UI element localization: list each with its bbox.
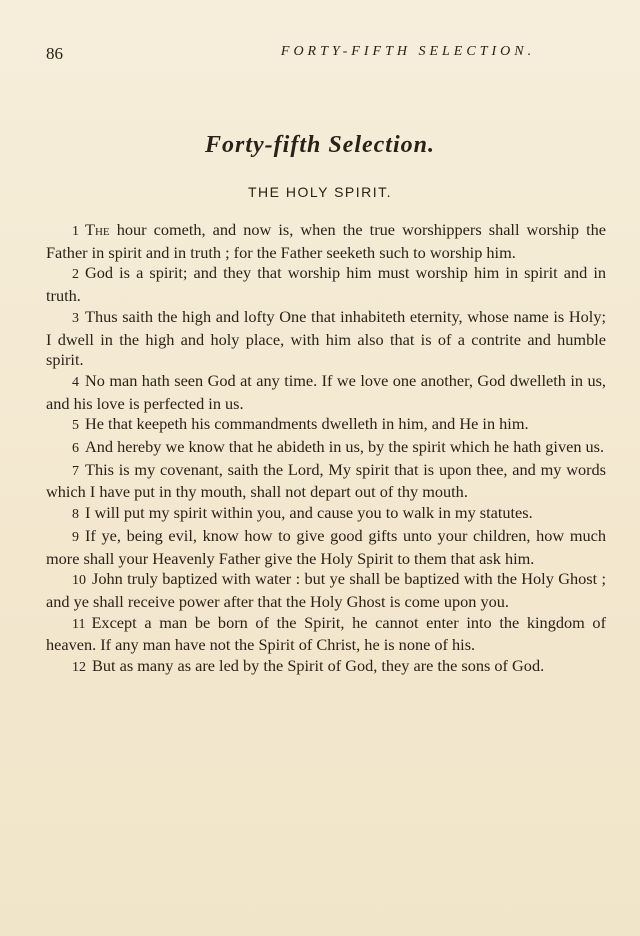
verse-number: 11 [72,616,86,632]
page-number: 86 [46,44,63,63]
verse-number: 2 [72,267,79,283]
verse-number: 4 [72,374,79,390]
verse-4 [46,371,606,414]
verse-number: 7 [72,463,79,479]
verse-text: Thus saith the high and lofty One that inhabiteth eternity, whose name is Holy; I dwell in the high and holy place, with him also that is of a contrite and humble spirit. [46,306,606,370]
verse-number: 3 [72,310,79,326]
verse-8 [46,503,606,526]
verse-text: This is my covenant, saith the Lord, My spirit that is upon thee, and my words which I have put in thy mouth, shall not depart out of thy mouth. [46,459,606,502]
verse-text: And hereby we know that he abideth in us, by the spirit which he hath given us. [85,437,605,457]
running-title: FORTY-FIFTH SELECTION. [280,44,536,59]
section-subtitle: THE HOLY SPIRIT. [247,184,393,200]
verse-text: John truly baptized with water : but ye shall be baptized with the Holy Ghost ; and ye shall receive power after that the Holy Ghost is come upon you. [46,569,606,611]
verse-2 [46,263,606,306]
verse-1 [46,220,606,263]
verse-number: 9 [72,529,79,545]
verse-text: No man hath seen God at any time. If we love one another, God dwelleth in us, and his love is perfected in us. [46,370,606,413]
verse-7 [46,460,606,503]
verse-12 [46,656,606,679]
verse-text: I will put my spirit within you, and cause you to walk in my statutes. [85,503,533,523]
verse-lead-word: The [85,220,110,239]
verse-9 [46,526,606,569]
verse-text: God is a spirit; and they that worship him must worship him in spirit and in truth. [46,263,606,306]
running-head [46,44,610,66]
verse-number: 8 [72,507,79,523]
verse-10 [46,569,606,612]
verse-number: 12 [72,660,86,676]
verse-11 [46,613,606,656]
verse-list [46,220,606,679]
verse-5 [46,414,606,437]
verse-text: Except a man be born of the Spirit, he cannot enter into the kingdom of heaven. If any man have not the Spirit of Christ, he is none of his. [46,612,606,655]
verse-text: If ye, being evil, know how to give good gifts unto your children, how much more shall your Heavenly Father give the Holy Spirit to them that ask him. [46,525,606,568]
verse-number: 6 [72,441,79,457]
verse-text: hour cometh, and now is, when the true worshippers shall worship the Father in spirit and in truth ; for the Father seeketh such to worship him. [46,220,606,262]
verse-number: 10 [72,573,86,589]
selection-title: Forty-fifth Selection. [205,132,435,158]
verse-number: 1 [72,224,79,239]
verse-6 [46,437,606,460]
verse-text: But as many as are led by the Spirit of God, they are the sons of God. [92,656,545,676]
verse-3 [46,307,606,371]
verse-text: He that keepeth his commandments dwelleth in him, and He in him. [85,414,529,434]
verse-number: 5 [72,418,79,434]
